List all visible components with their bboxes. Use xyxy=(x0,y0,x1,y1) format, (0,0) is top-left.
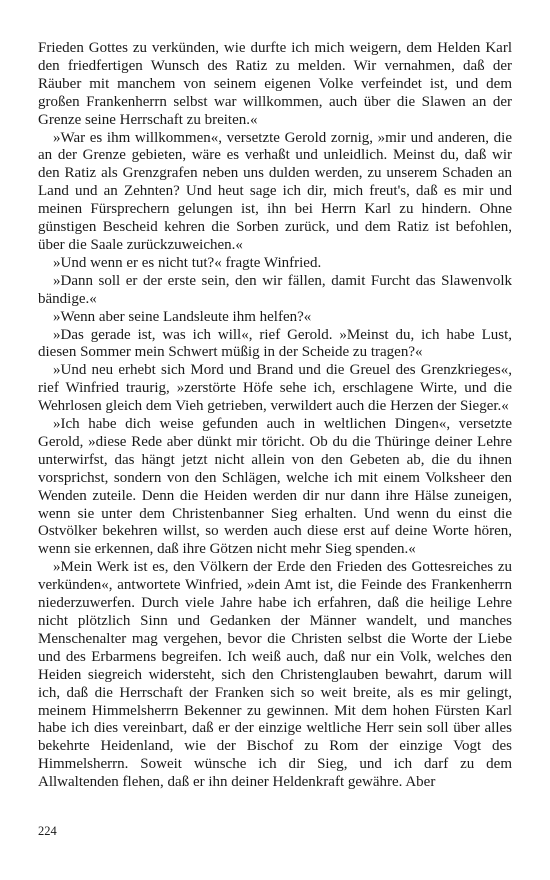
paragraph: »Wenn aber seine Landsleute ihm helfen?« xyxy=(53,308,312,325)
book-page-text xyxy=(38,40,512,792)
paragraph: »Und neu erhebt sich Mord und Brand und die Greuel des Grenzkrieges«, rief Winfried traurig, »zerstörte Höfe sehe ich, erschlagene Wirte, und die Wehrlosen gleich dem Vieh getrieben, verwildert auch die Herzen der Sieger.« xyxy=(38,362,512,415)
page-number: 224 xyxy=(38,824,57,838)
paragraph: »Das gerade ist, was ich will«, rief Gerold. »Meinst du, ich habe Lust, diesen Sommer mein Schwert müßig in der Scheide zu tragen?« xyxy=(38,326,512,361)
paragraph: »Und wenn er es nicht tut?« fragte Winfried. xyxy=(53,254,322,271)
paragraph: »Dann soll er der erste sein, den wir fällen, damit Furcht das Slawenvolk bändige.« xyxy=(38,272,512,307)
paragraph: Frieden Gottes zu verkünden, wie durfte ich mich weigern, dem Helden Karl den friedfertigen Wunsch des Ratiz zu melden. Wir vernahmen, daß der Räuber mit manchem von seinem eigenen Volke verfeindet ist, und dem großen Frankenherrn selbst war willkommen, auch über die Slawen an der Grenze seine Herrschaft zu breiten.« xyxy=(38,40,512,128)
paragraph: »Ich habe dich weise gefunden auch in weltlichen Dingen«, versetzte Gerold, »diese Rede aber dünkt mir töricht. Ob du die Thüringe deiner Lehre unterwirfst, das hängt jetzt nicht allein von den Gebeten ab, die du ihnen vorsprichst, sondern von den Schlägen, welche ich mit einem Volksheer den Wenden zuteile. Denn die Heiden werden dir nur dann ihre Hälse zuneigen, wenn sie unter dem Christenbanner Sieg erhalten. Und wenn du einst die Ostvölker bekehren willst, so werden auch diese erst auf deine Worte hören, wenn sie erkennen, daß ihre Götzen nicht mehr Sieg spenden.« xyxy=(38,416,512,558)
paragraph: »Mein Werk ist es, den Völkern der Erde den Frieden des Gottesreiches zu verkünden«, antwortete Winfried, »dein Amt ist, die Feinde des Frankenherrn niederzuwerfen. Durch viele Jahre habe ich erfahren, daß die heilige Lehre nicht plötzlich Sinn und Gedanken der Männer wandelt, und manches Menschenalter mag vergehen, bevor die Christen selbst die Worte der Liebe und des Erbarmens begreifen. Ich weiß auch, daß nur ein Volk, welches den Heiden siegreich widersteht, sich den Christenglauben bewahrt, darum will ich, daß die Herrschaft der Franken sich so weit breite, als es mir gelingt, meinem Himmelsherrn Bekenner zu gewinnen. Mit dem hohen Fürsten Karl habe ich dies vereinbart, daß er der einzige weltliche Herr sein soll über alles bekehrte Heidenland, wie der Bischof zu Rom der einzige Vogt des Himmelsherrn. Soweit wünsche ich dir Sieg, und ich darf zu dem Allwaltenden flehen, daß er ihn deiner Heldenkraft gewähre. Aber xyxy=(38,559,512,791)
paragraph: »War es ihm willkommen«, versetzte Gerold zornig, »mir und anderen, die an der Grenze gebieten, wäre es verhaßt und unleidlich. Meinst du, daß wir den Ratiz als Grenzgrafen neben uns dulden werden, zu unserem Schaden an Land und an Zehnten? Und heut sage ich dir, mich freut's, daß es mir und meinen Fürsprechern gelungen ist, ihn bei Herrn Karl zu hindern. Ohne günstigen Bescheid kehren die Sorben zurück, und dem Ratiz ist befohlen, über die Saale zurückzuweichen.« xyxy=(38,129,512,253)
